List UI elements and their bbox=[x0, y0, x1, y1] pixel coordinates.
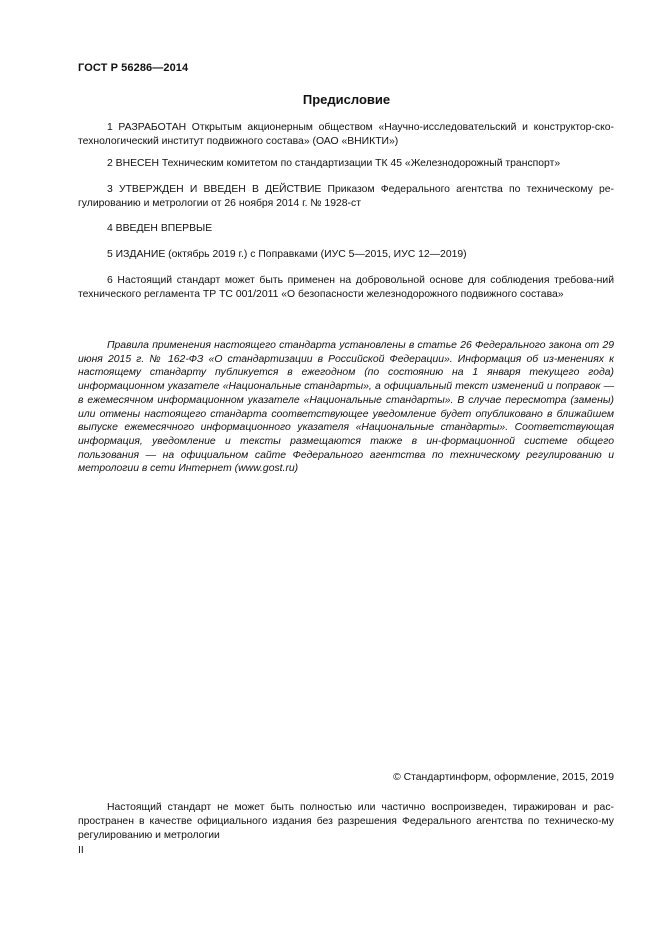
page-title: Предисловие bbox=[302, 92, 391, 107]
preface-item-5 bbox=[78, 248, 614, 262]
copyright-line: © Стандартинформ, оформление, 2015, 2019 bbox=[393, 772, 614, 783]
preface-item-6-text: 6 Настоящий стандарт может быть применен на добровольной основе для соблюдения требова-ний технического регламента ТР ТС 001/2011 «О безопасности железнодорожного подвижного состава» bbox=[78, 275, 614, 300]
preface-item-2-text: 2 ВНЕСЕН Техническим комитетом по стандартизации ТК 45 «Железнодорожный транспорт» bbox=[107, 158, 561, 169]
preface-item-5-text: 5 ИЗДАНИЕ (октябрь 2019 г.) с Поправками (ИУС 5—2015, ИУС 12—2019) bbox=[107, 249, 467, 260]
preface-item-1-text: 1 РАЗРАБОТАН Открытым акционерным обществом «Научно-исследовательский и конструктор-ско-технологический институт подвижного состава» (ОАО «ВНИКТИ») bbox=[78, 122, 614, 147]
document-code: ГОСТ Р 56286—2014 bbox=[78, 62, 189, 74]
preface-item-3 bbox=[78, 183, 614, 211]
preface-item-3-text: 3 УТВЕРЖДЕН И ВВЕДЕН В ДЕЙСТВИЕ Приказом Федерального агентства по техническому ре-гулированию и метрологии от 26 ноября 2014 г. № 1928-ст bbox=[78, 184, 614, 209]
preface-item-6 bbox=[78, 274, 614, 302]
preface-item-4 bbox=[78, 222, 614, 236]
page-number: II bbox=[78, 845, 84, 856]
preface-item-4-text: 4 ВВЕДЕН ВПЕРВЫЕ bbox=[107, 223, 213, 234]
reproduction-notice-text: Настоящий стандарт не может быть полностью или частично воспроизведен, тиражирован и рас-пространен в качестве официального издания без разрешения Федерального агентства по техническо-му регулированию и метрологии bbox=[78, 802, 614, 841]
preface-item-1 bbox=[78, 121, 614, 149]
reproduction-notice bbox=[78, 801, 614, 843]
preface-item-2 bbox=[78, 157, 614, 171]
standard-usage-notice-text: Правила применения настоящего стандарта установлены в статье 26 Федерального закона от 29 июня 2015 г. № 162-ФЗ «О стандартизации в Российской Федерации». Информация об из-менениях к настоящему стандарту публикуется в ежегодном (по состоянию на 1 января текущего года) информационном указателе «Национальные стандарты», а официальный текст изменений и поправок — в ежемесячном информационном указателе «Национальные стандарты». В случае пересмотра (замены) или отмены настоящего стандарта соответствующее уведомление будет опубликовано в ближайшем выпуске ежемесячного информационного указателя «Национальные стандарты». Соответствующая информация, уведомление и тексты размещаются также в ин-формационной системе общего пользования — на официальном сайте Федерального агентства по техническому регулированию и метрологии в сети Интернет (www.gost.ru) bbox=[78, 340, 614, 475]
standard-usage-notice bbox=[78, 339, 614, 476]
